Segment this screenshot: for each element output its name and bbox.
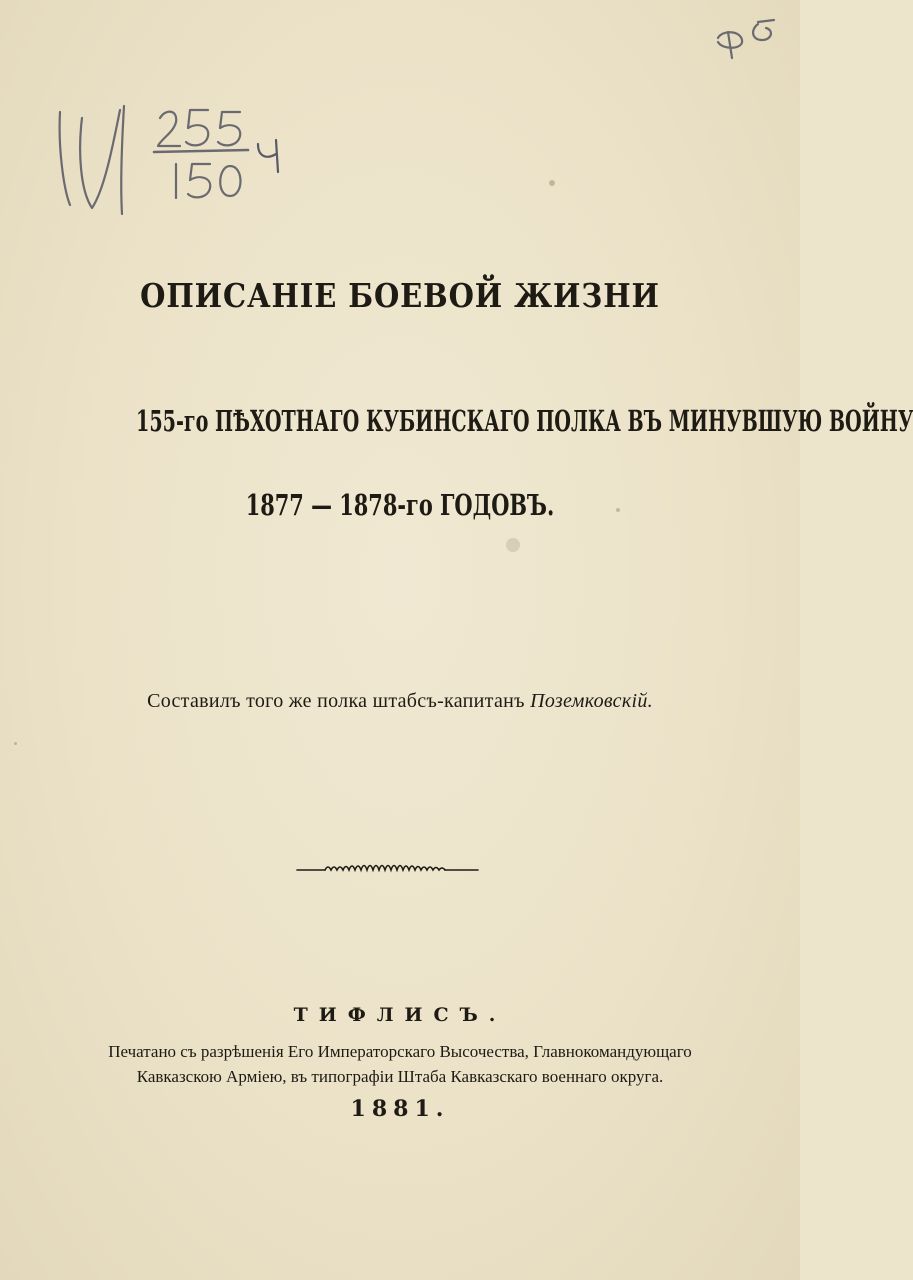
handwritten-shelfmark	[0, 0, 800, 260]
imprint-line-1: Печатано съ разрѣшенія Его Императорскаго Высочества, Главнокомандующаго	[108, 1042, 692, 1061]
book-years: 1877 — 1878-го ГОДОВЪ.	[245, 488, 555, 522]
ink-spot	[14, 742, 17, 745]
book-title: ОПИСАНІЕ БОЕВОЙ ЖИЗНИ	[140, 276, 660, 315]
book-subtitle: 155-го ПѢХОТНАГО КУБИНСКАГО ПОЛКА ВЪ МИНУВШУЮ ВОЙНУ	[136, 404, 913, 438]
author-prefix: Составилъ того же полка штабсъ-капитанъ	[147, 690, 525, 712]
imprint-year: 1881.	[350, 1096, 450, 1122]
imprint-city: ТИФЛИСЪ.	[293, 1004, 507, 1026]
ornament-divider	[295, 858, 480, 878]
imprint-line-2: Кавказскою Арміею, въ типографіи Штаба Кавказскаго военнаго округа.	[136, 1067, 664, 1086]
ink-spot	[506, 538, 520, 552]
author-line	[0, 690, 800, 713]
author-name: Поземковскій.	[530, 690, 653, 712]
